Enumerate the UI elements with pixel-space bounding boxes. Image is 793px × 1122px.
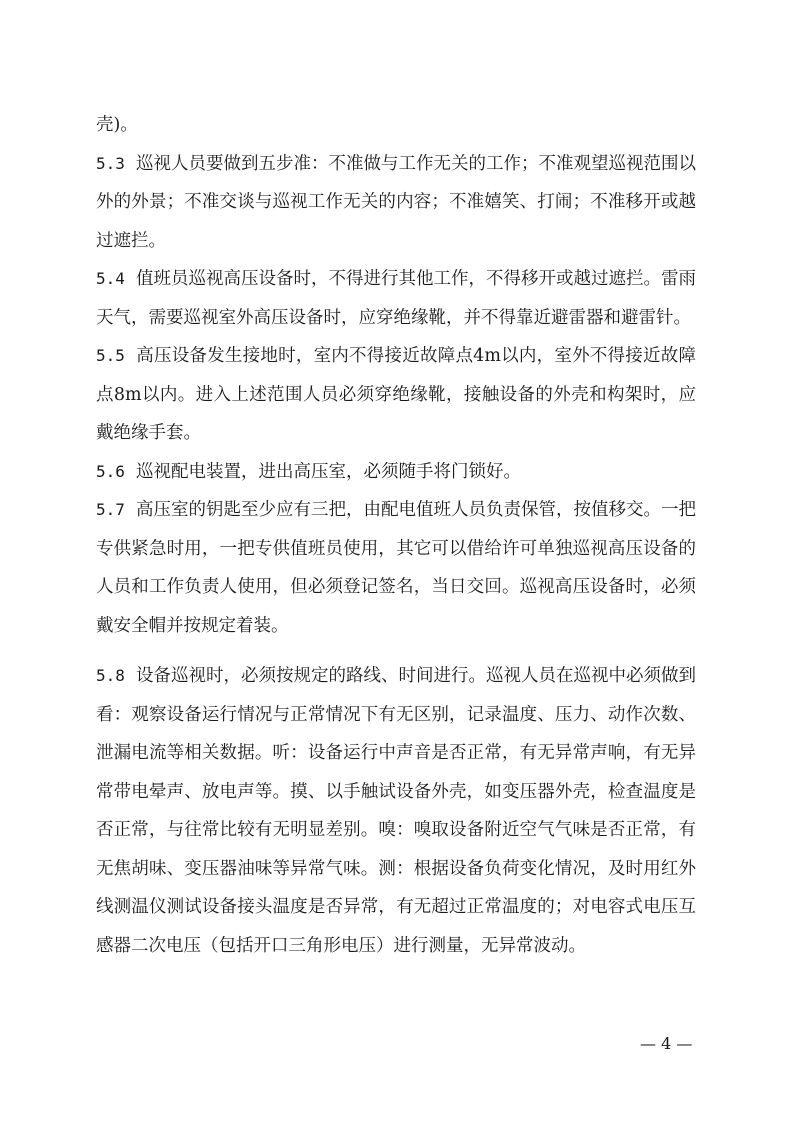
paragraph-5-6 — [96, 453, 696, 492]
paragraph-text: 设备巡视时，必须按规定的路线、时间进行。巡视人员在巡视中必须做到看：观察设备运行情况与正常情况下有无区别，记录温度、压力、动作次数、泄漏电流等相关数据。听：设备运行中声音是否正常，有无异常声响，有无异常带电晕声、放电声等。摸、以手触试设备外壳，如变压器外壳，检查温度是否正常，与往常比较有无明显差别。嗅：嗅取设备附近空气气味是否正常，有无焦胡味、变压器油味等异常气味。测：根据设备负荷变化情况，及时用红外线测温仪测试设备接头温度是否异常，有无超过正常温度的；对电容式电压互感器二次电压（包括开口三角形电压）进行测量，无异常波动。 — [96, 666, 696, 956]
paragraph-text: 巡视配电装置，进出高压室，必须随手将门锁好。 — [136, 461, 521, 482]
section-number: 5.7 — [96, 500, 125, 519]
paragraph-5-8 — [96, 657, 696, 965]
section-number: 5.6 — [96, 461, 125, 481]
paragraph-text: 壳)。 — [96, 115, 138, 135]
section-number: 5.4 — [96, 269, 125, 288]
section-number: 5.5 — [96, 346, 125, 365]
paragraph-5-3 — [96, 145, 696, 261]
paragraph-5-4 — [96, 260, 696, 337]
page-number: — 4 — — [640, 1034, 693, 1053]
paragraph-5-5 — [96, 337, 696, 453]
paragraph-text: 值班员巡视高压设备时，不得进行其他工作，不得移开或越过遮拦。雷雨天气，需要巡视室外高压设备时，应穿绝缘靴，并不得靠近避雷器和避雷针。 — [96, 269, 696, 328]
paragraph-5-7 — [96, 491, 696, 645]
section-number: 5.3 — [96, 153, 125, 173]
paragraph-text: 高压设备发生接地时，室内不得接近故障点4m以内，室外不得接近故障点8m以内。进入上述范围人员必须穿绝缘靴，接触设备的外壳和构架时，应戴绝缘手套。 — [96, 346, 696, 443]
paragraph-text: 高压室的钥匙至少应有三把，由配电值班人员负责保管，按值移交。一把专供紧急时用，一把专供值班员使用，其它可以借给许可单独巡视高压设备的人员和工作负责人使用，但必须登记签名，当日交回。巡视高压设备时，必须戴安全帽并按规定着装。 — [96, 500, 696, 636]
document-body — [96, 106, 696, 965]
paragraph-text: 巡视人员要做到五步准：不准做与工作无关的工作；不准观望巡视范围以外的外景；不准交谈与巡视工作无关的内容；不准嬉笑、打闹；不准移开或越过遮拦。 — [96, 153, 696, 251]
section-number: 5.8 — [96, 666, 125, 685]
paragraph-continuation — [96, 106, 696, 145]
